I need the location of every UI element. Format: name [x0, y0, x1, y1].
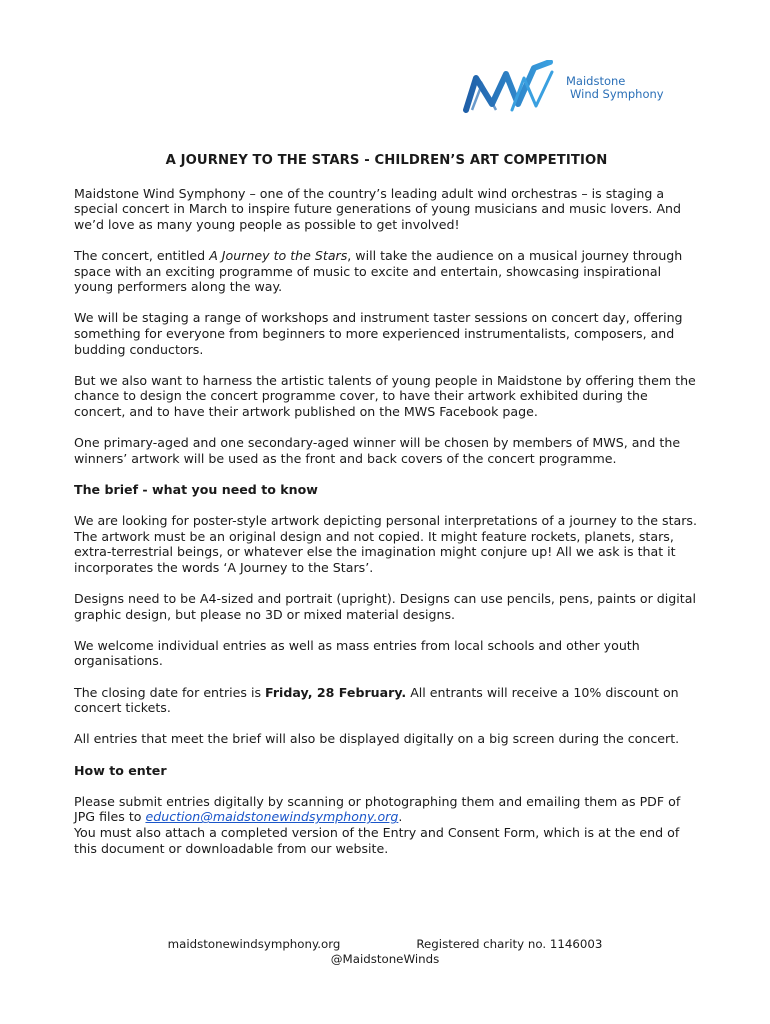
document-body — [74, 153, 699, 872]
text-segment: You must also attach a completed version of the Entry and Consent Form, which is at the end of this document or downloadable from our website. — [74, 824, 680, 856]
paragraph-artistic: But we also want to harness the artistic talents of young people in Maidstone by offering them the chance to design the concert programme cover, to have their artwork exhibited during the concert, and to have their artwork published on the MWS Facebook page. — [74, 372, 696, 419]
text-segment: . — [398, 809, 403, 825]
footer-charity: Registered charity no. 1146003 — [416, 937, 603, 951]
paragraph-submit — [74, 794, 699, 856]
logo-line-1: Maidstone — [566, 74, 626, 88]
footer-website: maidstonewindsymphony.org — [167, 937, 341, 951]
paragraph-workshops: We will be staging a range of workshops and instrument taster sessions on concert day, offering something for everyone from beginners to more experienced instrumentalists, composers, and budding conductors. — [74, 310, 683, 357]
footer-handle: @MaidstoneWinds — [330, 952, 440, 966]
paragraph-concert — [74, 248, 699, 295]
mws-logo-icon — [462, 60, 558, 116]
concert-title: A Journey to the Stars — [209, 247, 348, 263]
text-segment: , will take the audience on a musical journey through space with an exciting programme of music to excite and entertain, showcasing inspirational young performers along the way. — [74, 247, 683, 295]
email-link[interactable]: eduction@maidstonewindsymphony.org — [145, 809, 399, 825]
paragraph-closing-date — [74, 685, 699, 716]
paragraph-display: All entries that meet the brief will also be displayed digitally on a big screen during the concert. — [74, 731, 680, 747]
page-title: A JOURNEY TO THE STARS - CHILDREN’S ART COMPETITION — [165, 153, 608, 168]
paragraph-designs: Designs need to be A4-sized and portrait (upright). Designs can use pencils, pens, paints or digital graphic design, but please no 3D or mixed material designs. — [74, 591, 696, 622]
logo-line-2: Wind Symphony — [570, 87, 664, 101]
text-segment: Please submit entries digitally by scanning or photographing them and emailing them as PDF of JPG files to — [74, 793, 681, 825]
paragraph-brief: We are looking for poster-style artwork depicting personal interpretations of a journey to the stars. The artwork must be an original design and not copied. It might feature rockets, planets, stars, extra-terrestrial beings, or whatever else the imagination might conjure up! All we ask is that it incorporates the words ‘A Journey to the Stars’. — [74, 513, 697, 575]
footer — [0, 937, 770, 967]
heading-brief: The brief - what you need to know — [74, 481, 318, 497]
heading-how-to-enter: How to enter — [74, 762, 167, 778]
paragraph-intro: Maidstone Wind Symphony – one of the country’s leading adult wind orchestras – is staging a special concert in March to inspire future generations of young musicians and music lovers. And we’d love as many young people as possible to get involved! — [74, 185, 682, 232]
paragraph-entries: We welcome individual entries as well as mass entries from local schools and other youth organisations. — [74, 637, 640, 669]
text-segment: The closing date for entries is — [74, 684, 266, 700]
text-segment: The concert, entitled — [74, 247, 210, 263]
logo — [462, 60, 677, 116]
text-segment: All entrants will receive a 10% discount on concert tickets. — [74, 684, 679, 716]
closing-date: Friday, 28 February. — [265, 684, 407, 700]
paragraph-winners: One primary-aged and one secondary-aged winner will be chosen by members of MWS, and the winners’ artwork will be used as the front and back covers of the concert programme. — [74, 435, 681, 466]
